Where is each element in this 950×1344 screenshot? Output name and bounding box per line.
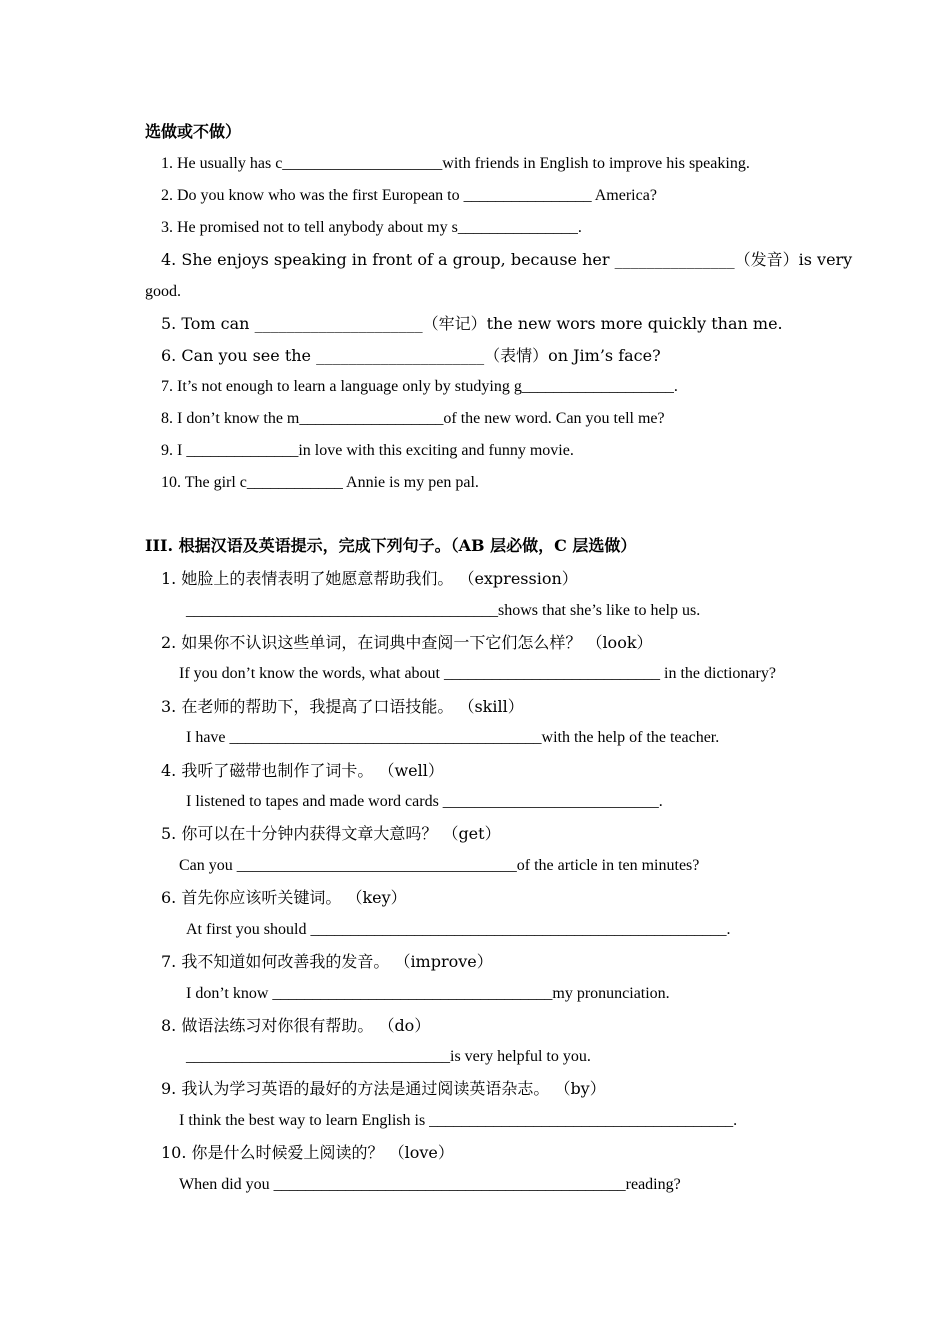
chinese-prompt: 10. 你是什么时候爱上阅读的？ （love） xyxy=(161,1143,454,1162)
english-answer-line: I don’t know ___________________________________my pronunciation. xyxy=(186,985,670,1002)
chinese-prompt: 3. 在老师的帮助下，我提高了口语技能。 （skill） xyxy=(161,697,524,716)
english-answer-line: At first you should ____________________________________________________. xyxy=(186,921,731,938)
chinese-prompt: 9. 我认为学习英语的最好的方法是通过阅读英语杂志。 （by） xyxy=(161,1079,606,1098)
english-answer-line: When did you ____________________________________________reading? xyxy=(179,1176,681,1193)
sentence-item: 1. He usually has c____________________with friends in English to improve his speaking. xyxy=(161,155,750,172)
english-answer-line: _________________________________is very helpful to you. xyxy=(186,1048,591,1065)
english-answer-line: I think the best way to learn English is ______________________________________. xyxy=(179,1112,738,1129)
chinese-prompt: 5. 你可以在十分钟内获得文章大意吗？ （get） xyxy=(161,824,501,843)
english-answer-line: I listened to tapes and made word cards ___________________________. xyxy=(186,793,663,810)
sentence-item: 6. Can you see the _____________________（表情）on Jim’s face? xyxy=(161,346,661,365)
english-answer-line: Can you ___________________________________of the article in ten minutes? xyxy=(179,857,700,874)
english-answer-line: _______________________________________shows that she’s like to help us. xyxy=(186,602,701,619)
sentence-item: 8. I don’t know the m__________________of the new word. Can you tell me? xyxy=(161,410,665,427)
english-answer-line: If you don’t know the words, what about ___________________________ in the dictionary? xyxy=(179,665,776,682)
sentence-item-continuation: good. xyxy=(145,283,181,300)
section-heading: III. 根据汉语及英语提示，完成下列句子。（AB 层必做，C 层选做） xyxy=(145,536,637,555)
chinese-prompt: 7. 我不知道如何改善我的发音。 （improve） xyxy=(161,952,493,971)
sentence-item: 2. Do you know who was the first European to ________________ America? xyxy=(161,187,657,204)
chinese-prompt: 6. 首先你应该听关键词。 （key） xyxy=(161,888,407,907)
sentence-item: 9. I ______________in love with this exciting and funny movie. xyxy=(161,442,574,459)
english-answer-line: I have _______________________________________with the help of the teacher. xyxy=(186,729,720,746)
chinese-prompt: 2. 如果你不认识这些单词，在词典中查阅一下它们怎么样？ （look） xyxy=(161,633,653,652)
sentence-item: 10. The girl c____________ Annie is my pen pal. xyxy=(161,474,479,491)
chinese-prompt: 1. 她脸上的表情表明了她愿意帮助我们。 （expression） xyxy=(161,569,578,588)
sentence-item: 4. She enjoys speaking in front of a group, because her _______________（发音）is very xyxy=(161,250,853,269)
chinese-prompt: 8. 做语法练习对你很有帮助。 （do） xyxy=(161,1016,431,1035)
sentence-item: 3. He promised not to tell anybody about my s_______________. xyxy=(161,219,582,236)
continuation-header: 选做或不做） xyxy=(145,122,242,141)
chinese-prompt: 4. 我听了磁带也制作了词卡。 （well） xyxy=(161,761,444,780)
sentence-item: 7. It’s not enough to learn a language only by studying g___________________. xyxy=(161,378,678,395)
sentence-item: 5. Tom can _____________________（牢记）the new wors more quickly than me. xyxy=(161,314,783,333)
